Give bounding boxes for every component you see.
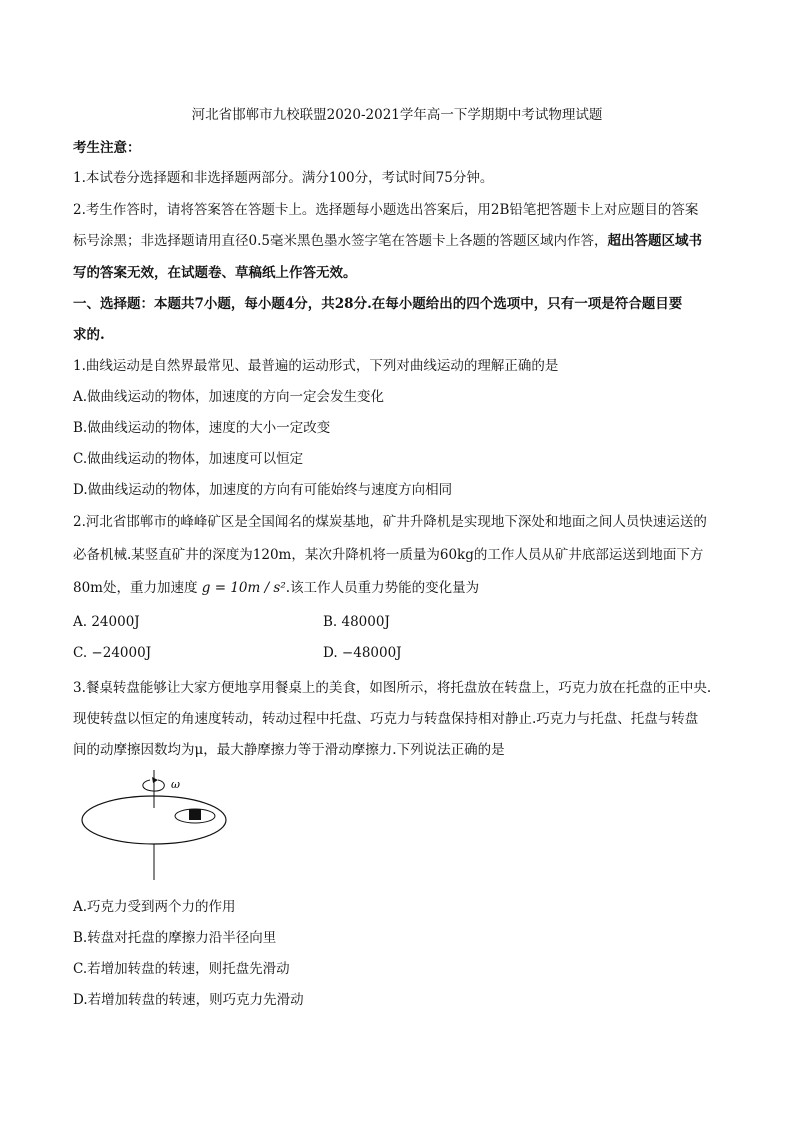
q3-option-b: B.转盘对托盘的摩擦力沿半径向里 [73,930,277,946]
q2-gravity-formula: g = 10m / s² [201,580,286,596]
notice-item-2-line1: 2.考生作答时，请将答案答在答题卡上。选择题每小题选出答案后，用2B铅笔把答题卡上对应题目的答案 [73,202,699,218]
q2-stem-line3 [73,576,479,596]
q2-stem-end: .该工作人员重力势能的变化量为 [285,580,480,596]
q2-stem-text: 80m处，重力加速度 [73,580,198,596]
turntable-figure [78,768,238,890]
q3-stem-line2: 现使转盘以恒定的角速度转动，转动过程中托盘、巧克力与转盘保持相对静止.巧克力与托盘、托盘与转盘 [73,711,699,727]
q3-stem-line3: 间的动摩擦因数均为μ，最大静摩擦力等于滑动摩擦力.下列说法正确的是 [73,742,505,758]
q3-stem-line1: 3.餐桌转盘能够让大家方便地享用餐桌上的美食，如图所示，将托盘放在转盘上，巧克力放在托盘的正中央. [73,680,712,696]
notice-item-2-line3: 写的答案无效，在试题卷、草稿纸上作答无效。 [73,265,357,281]
section-1-heading: 一、选择题：本题共7小题，每小题4分，共28分.在每小题给出的四个选项中，只有一项是符合题目要 [73,296,683,312]
q1-option-c: C.做曲线运动的物体，加速度可以恒定 [73,451,304,467]
q1-option-a: A.做曲线运动的物体，加速度的方向一定会发生变化 [73,389,385,405]
chocolate [189,809,201,820]
rotation-arrowhead-icon [152,777,158,783]
q3-option-d: D.若增加转盘的转速，则巧克力先滑动 [73,992,304,1008]
notice-item-1: 1.本试卷分选择题和非选择题两部分。满分100分，考试时间75分钟。 [73,170,494,186]
q2-option-d: D. −48000J [323,645,402,661]
notice-heading: 考生注意： [73,140,141,156]
q1-stem: 1.曲线运动是自然界最常见、最普遍的运动形式，下列对曲线运动的理解正确的是 [73,358,559,374]
q2-option-c: C. −24000J [73,645,152,661]
q2-option-b: B. 48000J [323,614,390,630]
notice-item-2-bold: 超出答题区域书 [607,233,702,249]
notice-item-2-line2 [73,229,702,249]
q1-option-d: D.做曲线运动的物体，加速度的方向有可能始终与速度方向相同 [73,482,453,498]
q2-stem-line2: 必备机械.某竖直矿井的深度为120m，某次升降机将一质量为60kg的工作人员从矿井底部运送到地面下方 [73,547,704,563]
omega-label: ω [171,778,180,791]
q3-option-c: C.若增加转盘的转速，则托盘先滑动 [73,961,290,977]
notice-item-2-normal: 标号涂黑；非选择题请用直径0.5毫米黑色墨水签字笔在答题卡上各题的答题区域内作答， [73,233,608,249]
q2-option-a: A. 24000J [73,614,140,630]
section-1-heading-cont: 求的. [73,327,105,343]
q1-option-b: B.做曲线运动的物体，速度的大小一定改变 [73,420,331,436]
q2-stem-line1: 2.河北省邯郸市的峰峰矿区是全国闻名的煤炭基地，矿井升降机是实现地下深处和地面之间人员快速运送的 [73,514,707,530]
exam-title: 河北省邯郸市九校联盟2020-2021学年高一下学期期中考试物理试题 [191,107,603,123]
q3-option-a: A.巧克力受到两个力的作用 [73,899,236,915]
